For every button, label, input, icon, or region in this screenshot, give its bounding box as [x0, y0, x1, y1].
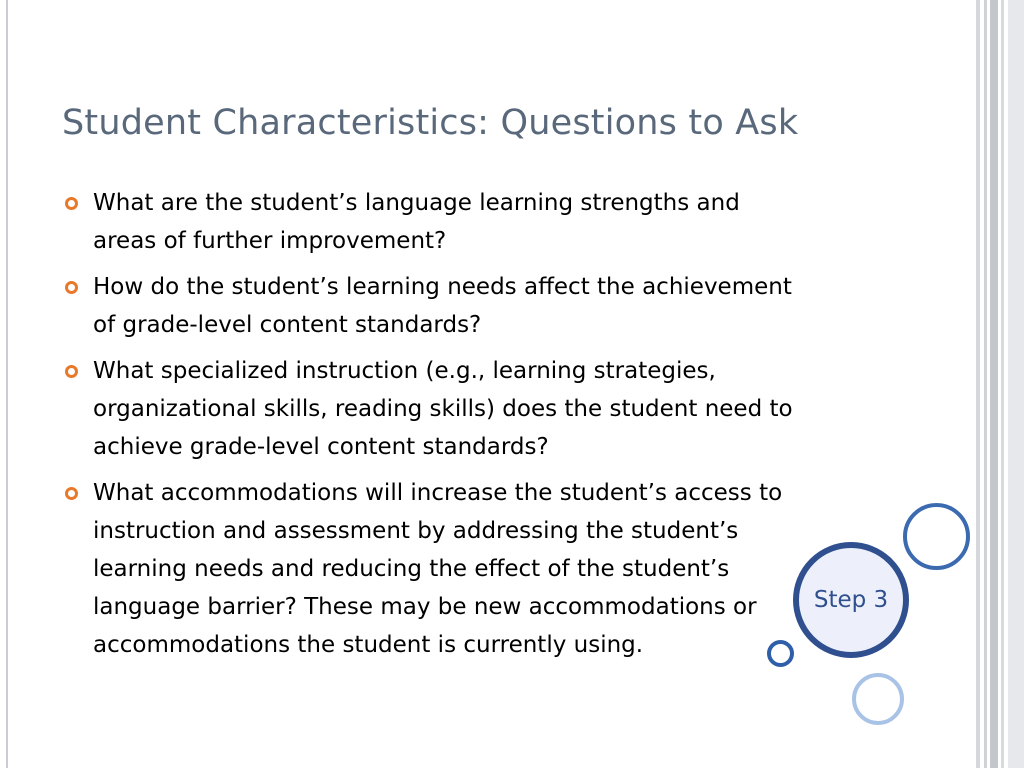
right-decor-stripe [1001, 0, 1004, 768]
right-decor-stripe [984, 0, 987, 768]
decor-circle-icon [852, 673, 904, 725]
bullet-circle-icon [65, 197, 78, 210]
bullet-item [62, 268, 802, 344]
left-border-line [6, 0, 8, 768]
right-decor-stripe [976, 0, 980, 768]
bullet-item [62, 474, 802, 664]
bullet-text: What are the student’s language learning strengths and areas of further improvement? [93, 190, 740, 254]
step-label: Step 3 [813, 587, 889, 613]
bullet-circle-icon [65, 281, 78, 294]
decor-circle-icon [767, 640, 794, 667]
bullet-item [62, 184, 802, 260]
bullet-text: What specialized instruction (e.g., learning strategies, organizational skills, reading skills) does the student need to achieve grade-level content standards? [93, 358, 793, 460]
bullet-circle-icon [65, 365, 78, 378]
right-decor-stripe [990, 0, 998, 768]
bullet-item [62, 352, 802, 466]
right-decor-stripe [1008, 0, 1024, 768]
bullet-text: What accommodations will increase the student’s access to instruction and assessment by addressing the student’s learning needs and reducing the effect of the student’s language barrier? These may be new accommodations or accommodations the student is currently using. [93, 480, 783, 658]
slide-title: Student Characteristics: Questions to Ask [62, 103, 799, 143]
bullet-circle-icon [65, 487, 78, 500]
step-badge [793, 542, 909, 658]
bullet-list [62, 184, 802, 672]
decor-circle-icon [903, 503, 970, 570]
bullet-text: How do the student’s learning needs affect the achievement of grade-level content standards? [93, 274, 792, 338]
